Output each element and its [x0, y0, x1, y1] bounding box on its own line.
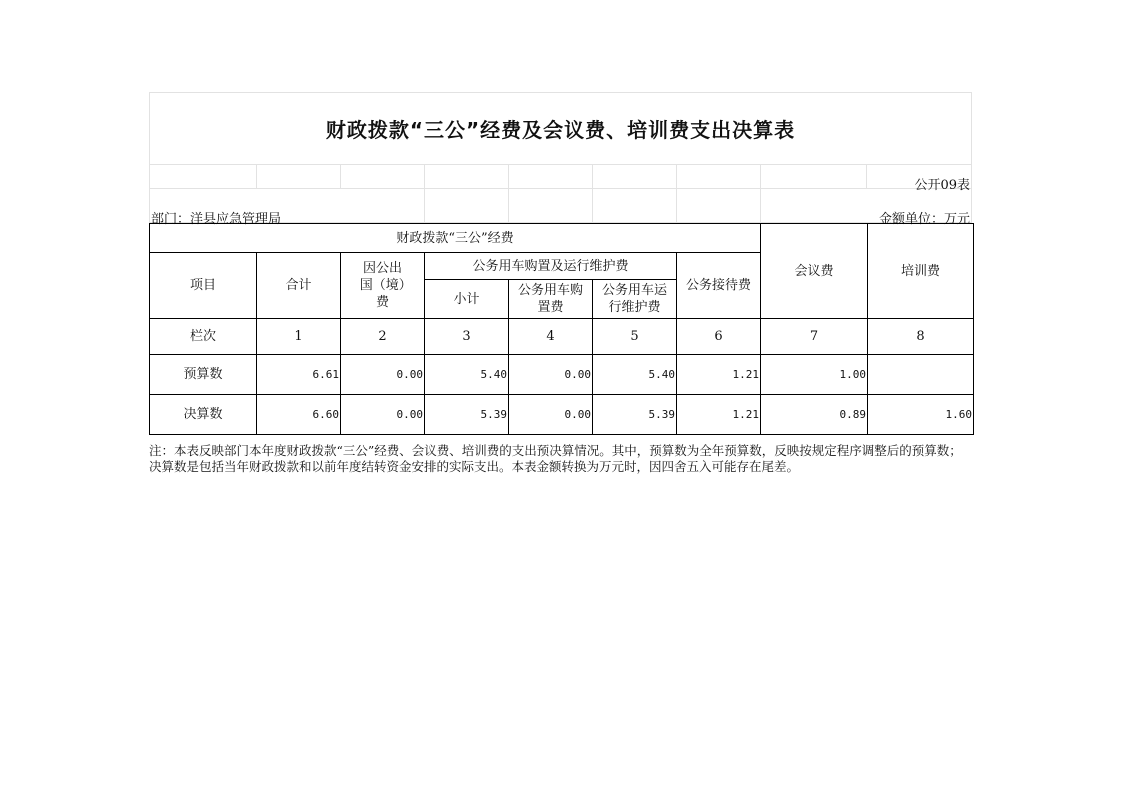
table-cell: 0.00 — [341, 355, 425, 395]
header-vehicle-purchase: 公务用车购置费 — [509, 280, 593, 319]
expenditure-table — [149, 223, 974, 435]
table-cell: 1.21 — [677, 355, 761, 395]
grid-line — [149, 164, 972, 165]
footnote: 注：本表反映部门本年度财政拨款“三公”经费、会议费、培训费的支出预决算情况。其中，预算数为全年预算数，反映按规定程序调整后的预算数；决算数是包括当年财政拨款和以前年度结转资金安排的实际支出。本表金额转换为万元时，因四舍五入可能存在尾差。 — [149, 443, 962, 474]
table-cell: 0.00 — [509, 395, 593, 435]
table-cell: 1.60 — [868, 395, 974, 435]
document-title: 财政拨款“三公”经费及会议费、培训费支出决算表 — [325, 117, 796, 142]
column-index-label: 栏次 — [150, 319, 257, 355]
table-cell: 0.00 — [341, 395, 425, 435]
department-label: 部门：洋县应急管理局 — [151, 212, 282, 227]
table-cell — [868, 355, 974, 395]
table-cell: 1.00 — [761, 355, 868, 395]
header-total: 合计 — [257, 253, 341, 319]
table-cell: 6.61 — [257, 355, 341, 395]
row-label-actual: 决算数 — [150, 395, 257, 435]
header-reception: 公务接待费 — [677, 253, 761, 319]
grid-line — [676, 164, 677, 223]
table-cell: 6.60 — [257, 395, 341, 435]
header-item: 项目 — [150, 253, 257, 319]
column-index: 4 — [509, 319, 593, 355]
header-vehicle-group: 公务用车购置及运行维护费 — [425, 253, 677, 280]
column-index: 8 — [868, 319, 974, 355]
column-index-row — [150, 319, 974, 355]
grid-line — [592, 164, 593, 223]
table-cell: 5.39 — [425, 395, 509, 435]
header-row-1 — [150, 224, 974, 253]
unit-label: 金额单位：万元 — [878, 212, 970, 227]
table-cell: 1.21 — [677, 395, 761, 435]
table-cell: 5.40 — [425, 355, 509, 395]
table-row-actual — [150, 395, 974, 435]
table-cell: 5.40 — [593, 355, 677, 395]
header-training: 培训费 — [868, 224, 974, 319]
table-cell: 0.89 — [761, 395, 868, 435]
grid-line — [256, 164, 257, 188]
grid-line — [866, 164, 867, 188]
column-index: 3 — [425, 319, 509, 355]
column-index: 1 — [257, 319, 341, 355]
column-index: 2 — [341, 319, 425, 355]
header-abroad: 因公出国（境）费 — [341, 253, 425, 319]
table-row-budget — [150, 355, 974, 395]
header-vehicle-operation: 公务用车运行维护费 — [593, 280, 677, 319]
table-cell: 0.00 — [509, 355, 593, 395]
header-three-public-group: 财政拨款“三公”经费 — [150, 224, 761, 253]
grid-line — [340, 164, 341, 188]
grid-line — [149, 188, 972, 189]
header-subtotal: 小计 — [425, 280, 509, 319]
column-index: 6 — [677, 319, 761, 355]
row-label-budget: 预算数 — [150, 355, 257, 395]
grid-line — [424, 164, 425, 223]
column-index: 7 — [761, 319, 868, 355]
table-cell: 5.39 — [593, 395, 677, 435]
grid-line — [508, 164, 509, 223]
grid-line — [760, 164, 761, 223]
table-code: 公开09表 — [914, 178, 970, 193]
column-index: 5 — [593, 319, 677, 355]
header-meeting: 会议费 — [761, 224, 868, 319]
